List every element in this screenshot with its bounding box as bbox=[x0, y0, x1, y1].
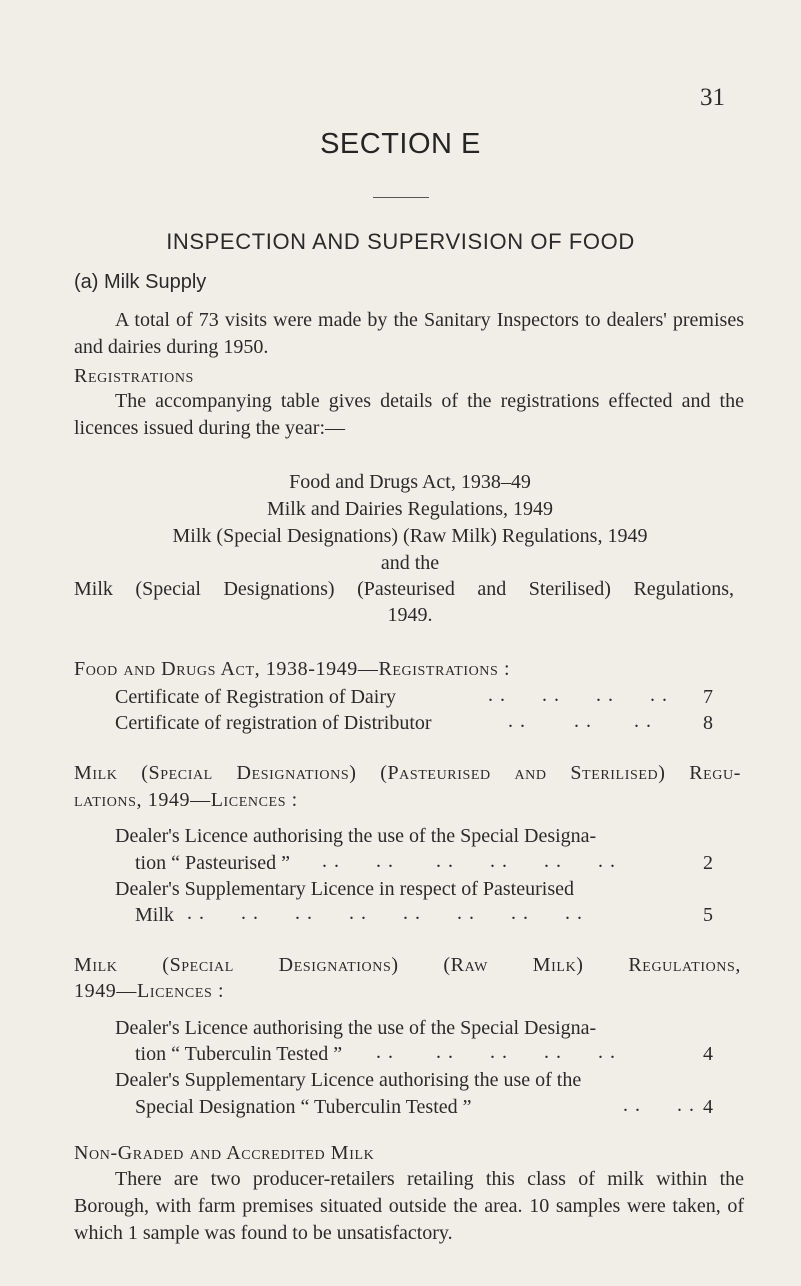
milk-supply-heading: (a) Milk Supply bbox=[74, 271, 207, 293]
non-graded-paragraph: There are two producer-retailers retailing this class of milk within the Borough, with farm premises situated outside the area. 10 samples were taken, of which 1 sample was found to be unsatisfactory. bbox=[74, 1168, 744, 1244]
act-line: Milk (Special Designations) (Raw Milk) Regulations, 1949 bbox=[172, 525, 648, 547]
section-title: SECTION E bbox=[320, 128, 481, 160]
non-graded-heading: Non-Graded and Accredited Milk bbox=[74, 1142, 375, 1164]
list-item-value: 2 bbox=[703, 852, 713, 874]
pasteurised-heading: lations, 1949—Licences : bbox=[74, 789, 298, 811]
registrations-heading: Registrations bbox=[74, 365, 194, 387]
list-item-label: Dealer's Licence authorising the use of the Special Designa- bbox=[115, 825, 597, 847]
list-item-label: tion “ Tuberculin Tested ” bbox=[135, 1043, 343, 1065]
act-line: 1949. bbox=[387, 604, 433, 626]
page-number: 31 bbox=[700, 84, 725, 111]
dot-leader: . . . . . . . . . . . . bbox=[322, 850, 616, 872]
pasteurised-heading: Milk (Special Designations) (Pasteurised and Sterilised) Regu- bbox=[74, 762, 741, 784]
list-item-label: Special Designation “ Tuberculin Tested ” bbox=[135, 1096, 472, 1118]
act-line: Milk and Dairies Regulations, 1949 bbox=[266, 498, 554, 520]
list-item-value: 4 bbox=[703, 1096, 713, 1118]
list-item-label: Certificate of registration of Distributor bbox=[115, 712, 432, 734]
act-line: Milk (Special Designations) (Pasteurised and Sterilised) Regulations, bbox=[74, 578, 734, 600]
milk-supply-paragraph: A total of 73 visits were made by the Sanitary Inspectors to dealers' premises and dairies during 1950. bbox=[74, 309, 744, 358]
dot-leader: . . . . . . . . . . bbox=[376, 1041, 616, 1063]
list-item-value: 8 bbox=[703, 712, 713, 734]
list-item-value: 5 bbox=[703, 904, 713, 926]
list-item-label: Certificate of Registration of Dairy bbox=[115, 686, 397, 708]
dot-leader: . . . . . . . . bbox=[488, 684, 668, 706]
divider bbox=[373, 197, 429, 198]
dot-leader: . . . . bbox=[623, 1094, 695, 1116]
list-item-value: 4 bbox=[703, 1043, 713, 1065]
list-item-label: Dealer's Supplementary Licence authorising the use of the bbox=[115, 1069, 582, 1091]
list-item-label: Milk bbox=[135, 904, 174, 926]
registrations-paragraph: The accompanying table gives details of the registrations effected and the licences issued during the year:— bbox=[74, 390, 744, 439]
main-heading: INSPECTION AND SUPERVISION OF FOOD bbox=[166, 229, 635, 254]
list-item-label: Dealer's Licence authorising the use of the Special Designa- bbox=[115, 1017, 597, 1039]
raw-milk-heading: Milk (Special Designations) (Raw Milk) Regulations, bbox=[74, 954, 741, 976]
food-drugs-heading: Food and Drugs Act, 1938-1949—Registrations : bbox=[74, 658, 511, 680]
act-line: Food and Drugs Act, 1938–49 bbox=[289, 471, 531, 493]
list-item-value: 7 bbox=[703, 686, 713, 708]
dot-leader: . . . . . . bbox=[508, 710, 652, 732]
raw-milk-heading: 1949—Licences : bbox=[74, 980, 225, 1002]
list-item-label: tion “ Pasteurised ” bbox=[135, 852, 290, 874]
dot-leader: . . . . . . . . . . . . . . . . bbox=[187, 902, 583, 924]
list-item-label: Dealer's Supplementary Licence in respect of Pasteurised bbox=[115, 878, 574, 900]
act-line: and the bbox=[380, 552, 440, 574]
